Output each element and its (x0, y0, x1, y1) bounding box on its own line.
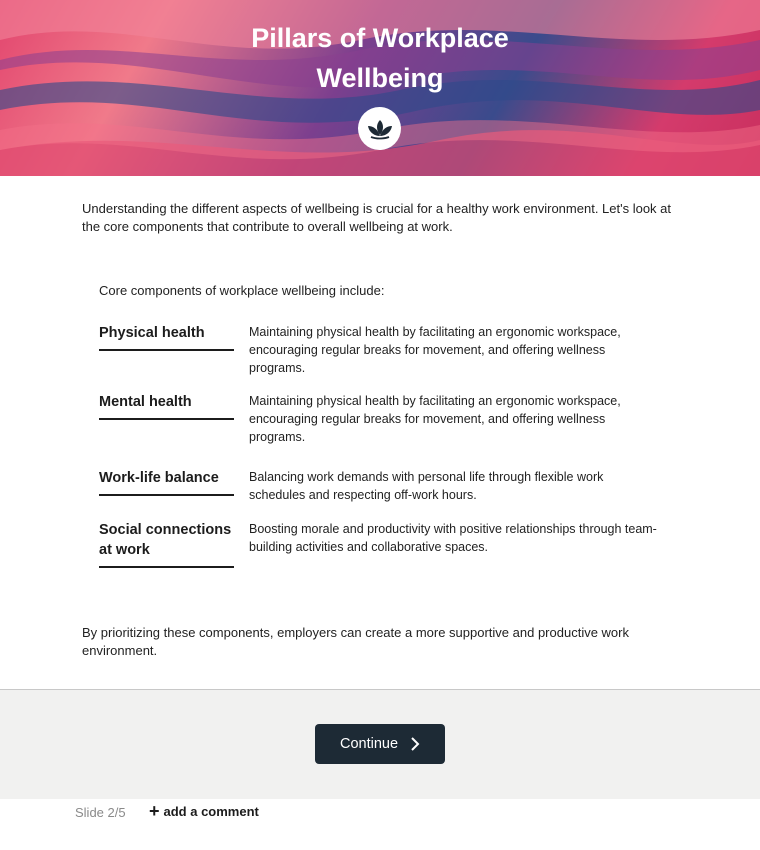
logo-badge (358, 107, 401, 150)
outro-text: By prioritizing these components, employers can create a more supportive and productive work environment. (82, 625, 629, 658)
component-term: Mental health (99, 392, 234, 420)
title-line-2: Wellbeing (316, 63, 444, 93)
add-comment-button[interactable] (149, 803, 259, 819)
title-line-1: Pillars of Workplace (251, 23, 509, 53)
core-components-heading: Core components of workplace wellbeing include: (99, 283, 385, 298)
component-definition: Maintaining physical health by facilitating an ergonomic workspace, encouraging regular breaks for movement, and offering wellness programs. (249, 325, 621, 375)
chevron-right-icon (410, 736, 420, 752)
component-definition: Boosting morale and productivity with positive relationships through team-building activities and collaborative spaces. (249, 522, 657, 554)
lotus-icon (366, 118, 394, 140)
plus-icon: + (149, 801, 160, 821)
page-title (0, 18, 760, 98)
intro-text: Understanding the different aspects of wellbeing is crucial for a healthy work environment. Let's look at the core components that contribute to overall wellbeing at work. (82, 201, 672, 234)
component-definition: Balancing work demands with personal life through flexible work schedules and respecting off-work hours. (249, 470, 604, 502)
continue-button[interactable] (315, 724, 445, 764)
continue-label: Continue (339, 736, 399, 752)
component-term: Physical health (99, 323, 234, 351)
component-definition: Maintaining physical health by facilitating an ergonomic workspace, encouraging regular breaks for movement, and offering wellness programs. (249, 394, 621, 444)
slide-counter: Slide 2/5 (75, 805, 126, 820)
header-banner (0, 0, 760, 176)
bottom-bar (0, 798, 760, 850)
component-term: Work-life balance (99, 468, 234, 496)
component-term: Social connections at work (99, 520, 234, 568)
add-comment-label: add a comment (163, 803, 259, 819)
footer-panel (0, 689, 760, 799)
